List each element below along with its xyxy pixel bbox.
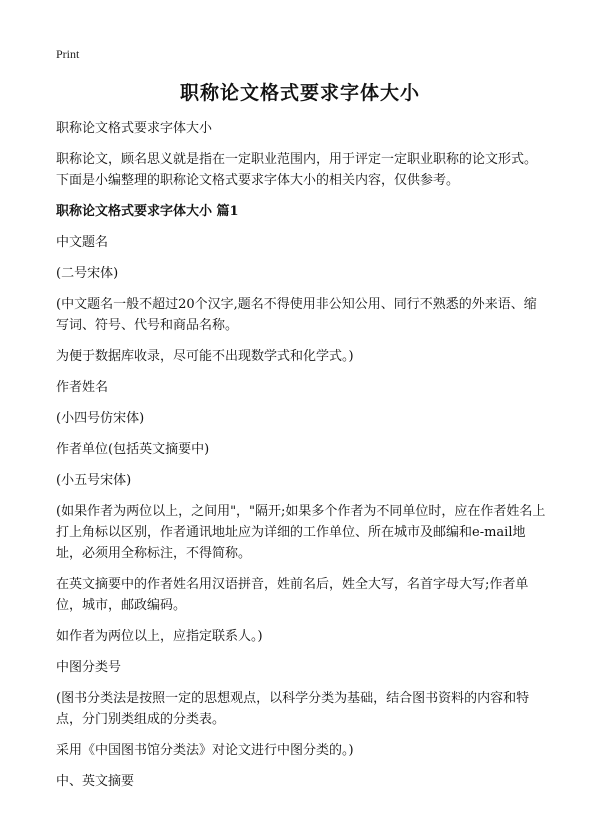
body-paragraph: (二号宋体): [56, 266, 119, 281]
body-paragraph: 中文题名: [56, 235, 109, 250]
document-body: [56, 118, 548, 802]
intro-paragraph: 职称论文，顾名思义就是指在一定职业范围内，用于评定一定职业职称的论文形式。下面是小编整理的职称论文格式要求字体大小的相关内容，仅供参考。: [56, 152, 538, 188]
body-paragraph: 作者单位(包括英文摘要中): [56, 442, 210, 457]
body-paragraph: 中图分类号: [56, 660, 122, 675]
body-paragraph: (小四号仿宋体): [56, 411, 145, 426]
body-paragraph: 为便于数据库收录，尽可能不出现数学式和化学式。): [56, 349, 354, 364]
body-paragraph: 在英文摘要中的作者姓名用汉语拼音，姓前名后，姓全大写，名首字母大写;作者单位，城市，邮政编码。: [56, 577, 529, 613]
page-title: 职称论文格式要求字体大小: [179, 82, 420, 104]
section-heading: 职称论文格式要求字体大小 篇1: [56, 204, 239, 219]
body-paragraph: (中文题名一般不超过20个汉字,题名不得使用非公知公用、同行不熟悉的外来语、缩写词、符号、代号和商品名称。: [56, 297, 537, 333]
body-paragraph: (小五号宋体): [56, 473, 132, 488]
subtitle-paragraph: 职称论文格式要求字体大小: [56, 121, 213, 136]
body-paragraph: 如作者为两位以上，应指定联系人。): [56, 629, 263, 644]
body-paragraph: 中、英文摘要: [56, 774, 135, 789]
body-paragraph: (如果作者为两位以上，之间用"，"隔开;如果多个作者为不同单位时，应在作者姓名上打上角标以区别，作者通讯地址应为详细的工作单位、所在城市及邮编和e-mail地址，必须用全称标注，不得简称。: [56, 504, 546, 561]
print-label: Print: [56, 47, 80, 61]
body-paragraph: (图书分类法是按照一定的思想观点，以科学分类为基础，结合图书资料的内容和特点，分门别类组成的分类表。: [56, 691, 530, 727]
body-paragraph: 作者姓名: [56, 380, 109, 395]
body-paragraph: 采用《中国图书馆分类法》对论文进行中图分类的。): [56, 743, 354, 758]
